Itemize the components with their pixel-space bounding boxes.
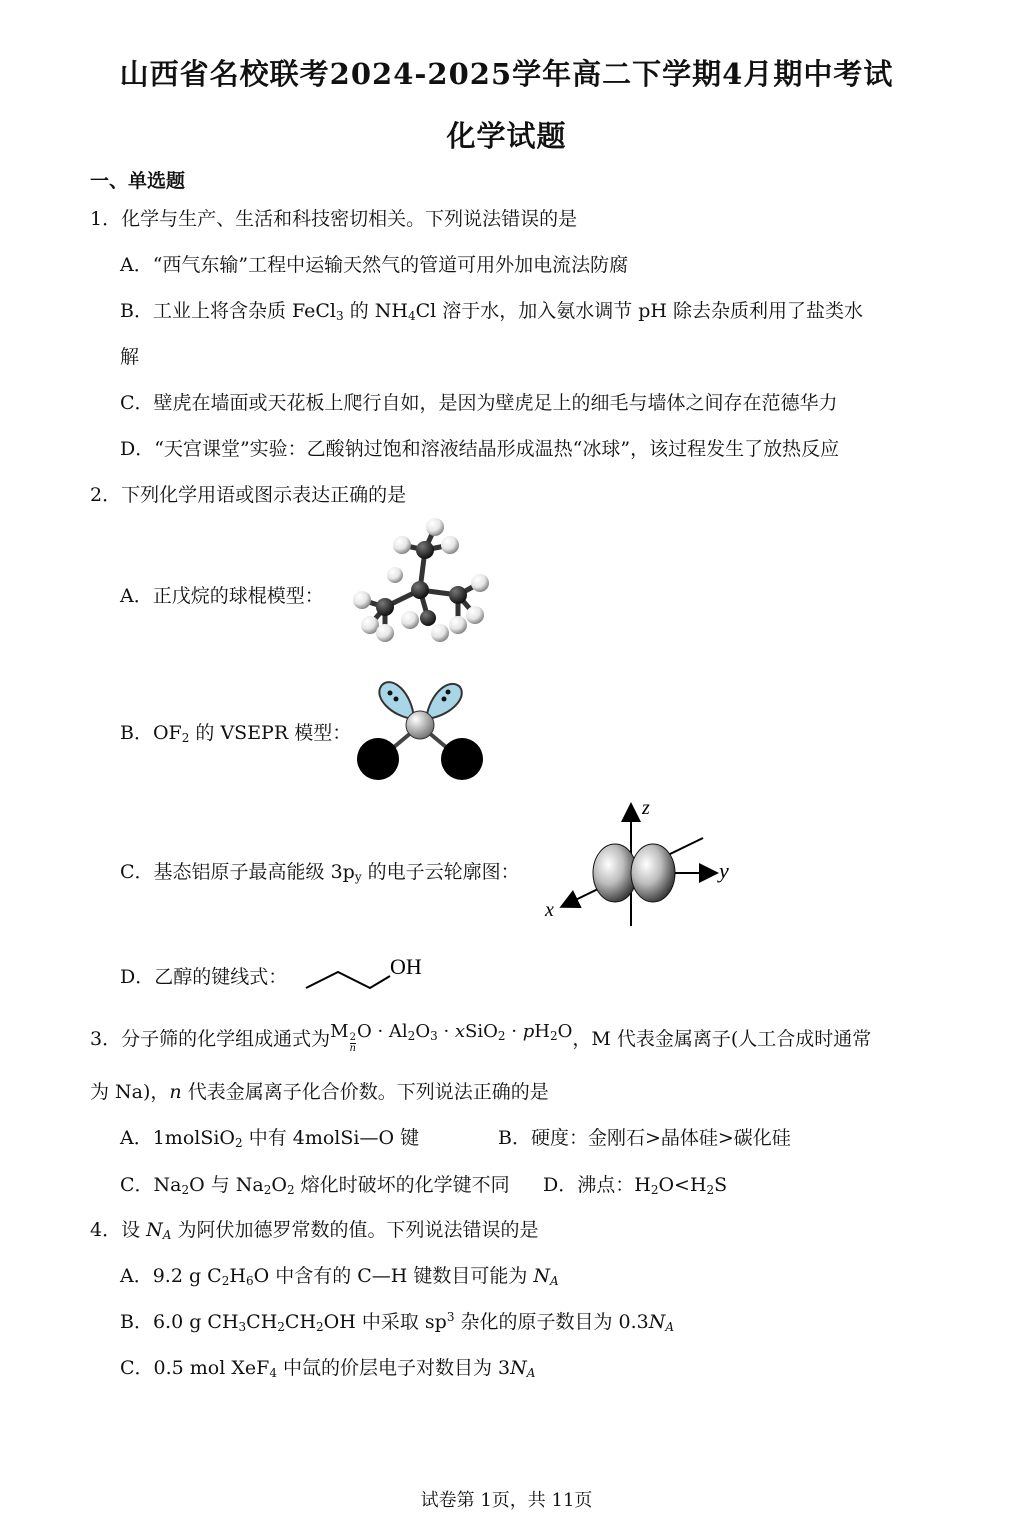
q1-option-b: B．工业上将含杂质 FeCl$_3$ 的 $NH_4Cl$ 溶于水，加入氨水调节 pH 除去杂质利用了盐类水	[120, 300, 864, 323]
vsepr-model-image	[352, 677, 492, 787]
axis-label-y: y	[719, 858, 729, 883]
page-title: 山西省名校联考2024-2025学年高二下学期4月期中考试	[119, 57, 894, 91]
q4-option-c: C．0.5 mol XeF$_4$ 中氙的价层电子对数目为 $3N_A$	[120, 1357, 536, 1380]
q3-option-d: D．沸点：$H_2O<H_2S$	[543, 1174, 728, 1197]
ball-stick-model-image	[340, 515, 500, 665]
page-subtitle: 化学试题	[446, 119, 567, 153]
p-orbital-image	[535, 798, 745, 928]
section-heading: 一、单选题	[90, 170, 186, 192]
axis-label-x: x	[545, 899, 554, 921]
q4-option-a: A．9.2 g $C_2H_6O$ 中含有的 C—H 键数目可能为 $N_A$	[120, 1265, 559, 1288]
q4-option-b: B．6.0 g $CH_3CH_2CH_2OH$ 中采取 $sp^3$ 杂化的原子数目为 $0.3N_A$	[120, 1310, 675, 1334]
q2-option-d: D．乙醇的键线式：	[120, 966, 288, 988]
page-footer: 试卷第 1页，共 11页	[420, 1490, 593, 1511]
ethanol-skeletal-formula	[302, 948, 442, 998]
q3-stem-cont: 为 Na)，n 代表金属离子化合价数。下列说法正确的是	[90, 1081, 549, 1103]
q3-option-c: C．$Na_2O$ 与 $Na_2O_2$ 熔化时破坏的化学键不同	[120, 1174, 510, 1197]
q1-option-d: D．“天宫课堂”实验：乙酸钠过饱和溶液结晶形成温热“冰球”，该过程发生了放热反应	[120, 438, 840, 460]
q1-option-c: C．壁虎在墙面或天花板上爬行自如，是因为壁虎足上的细毛与墙体之间存在范德华力	[120, 392, 838, 414]
q3-option-b: B．硬度：金刚石>晶体硅>碳化硅	[498, 1127, 791, 1149]
q2-option-a: A．正戊烷的球棍模型：	[120, 585, 324, 607]
q4-stem: 4．设 $N_A$ 为阿伏加德罗常数的值。下列说法错误的是	[90, 1219, 539, 1242]
q2-option-c: C．基态铝原子最高能级 $3p_y$ 的电子云轮廓图：	[120, 861, 520, 884]
q2-option-b: B．$OF_2$ 的 VSEPR 模型：	[120, 722, 352, 745]
q3-formula: M $\frac{2}{n}$ $O \cdot Al_2O_3$ · xSiO$_2$ · $pH_2O$	[330, 1021, 573, 1054]
q1-stem: 1．化学与生产、生活和科技密切相关。下列说法错误的是	[90, 208, 578, 230]
q2-stem: 2．下列化学用语或图示表达正确的是	[90, 484, 407, 506]
axis-label-z: z	[642, 797, 650, 819]
hydroxyl-label: OH	[390, 954, 422, 979]
q1-option-b-cont: 解	[120, 346, 140, 368]
q3-stem: 3．分子筛的化学组成通式为M $\frac{2}{n}$ $O \cdot Al_2O_3$ · xSiO$_2$ · $pH_2O$，M 代表金属离子(人工合成时通常	[90, 1021, 872, 1054]
q3-option-a: A．1molSiO$_2$ 中有 4molSi—O 键	[120, 1127, 420, 1150]
q1-option-a: A．“西气东输”工程中运输天然气的管道可用外加电流法防腐	[120, 254, 629, 276]
